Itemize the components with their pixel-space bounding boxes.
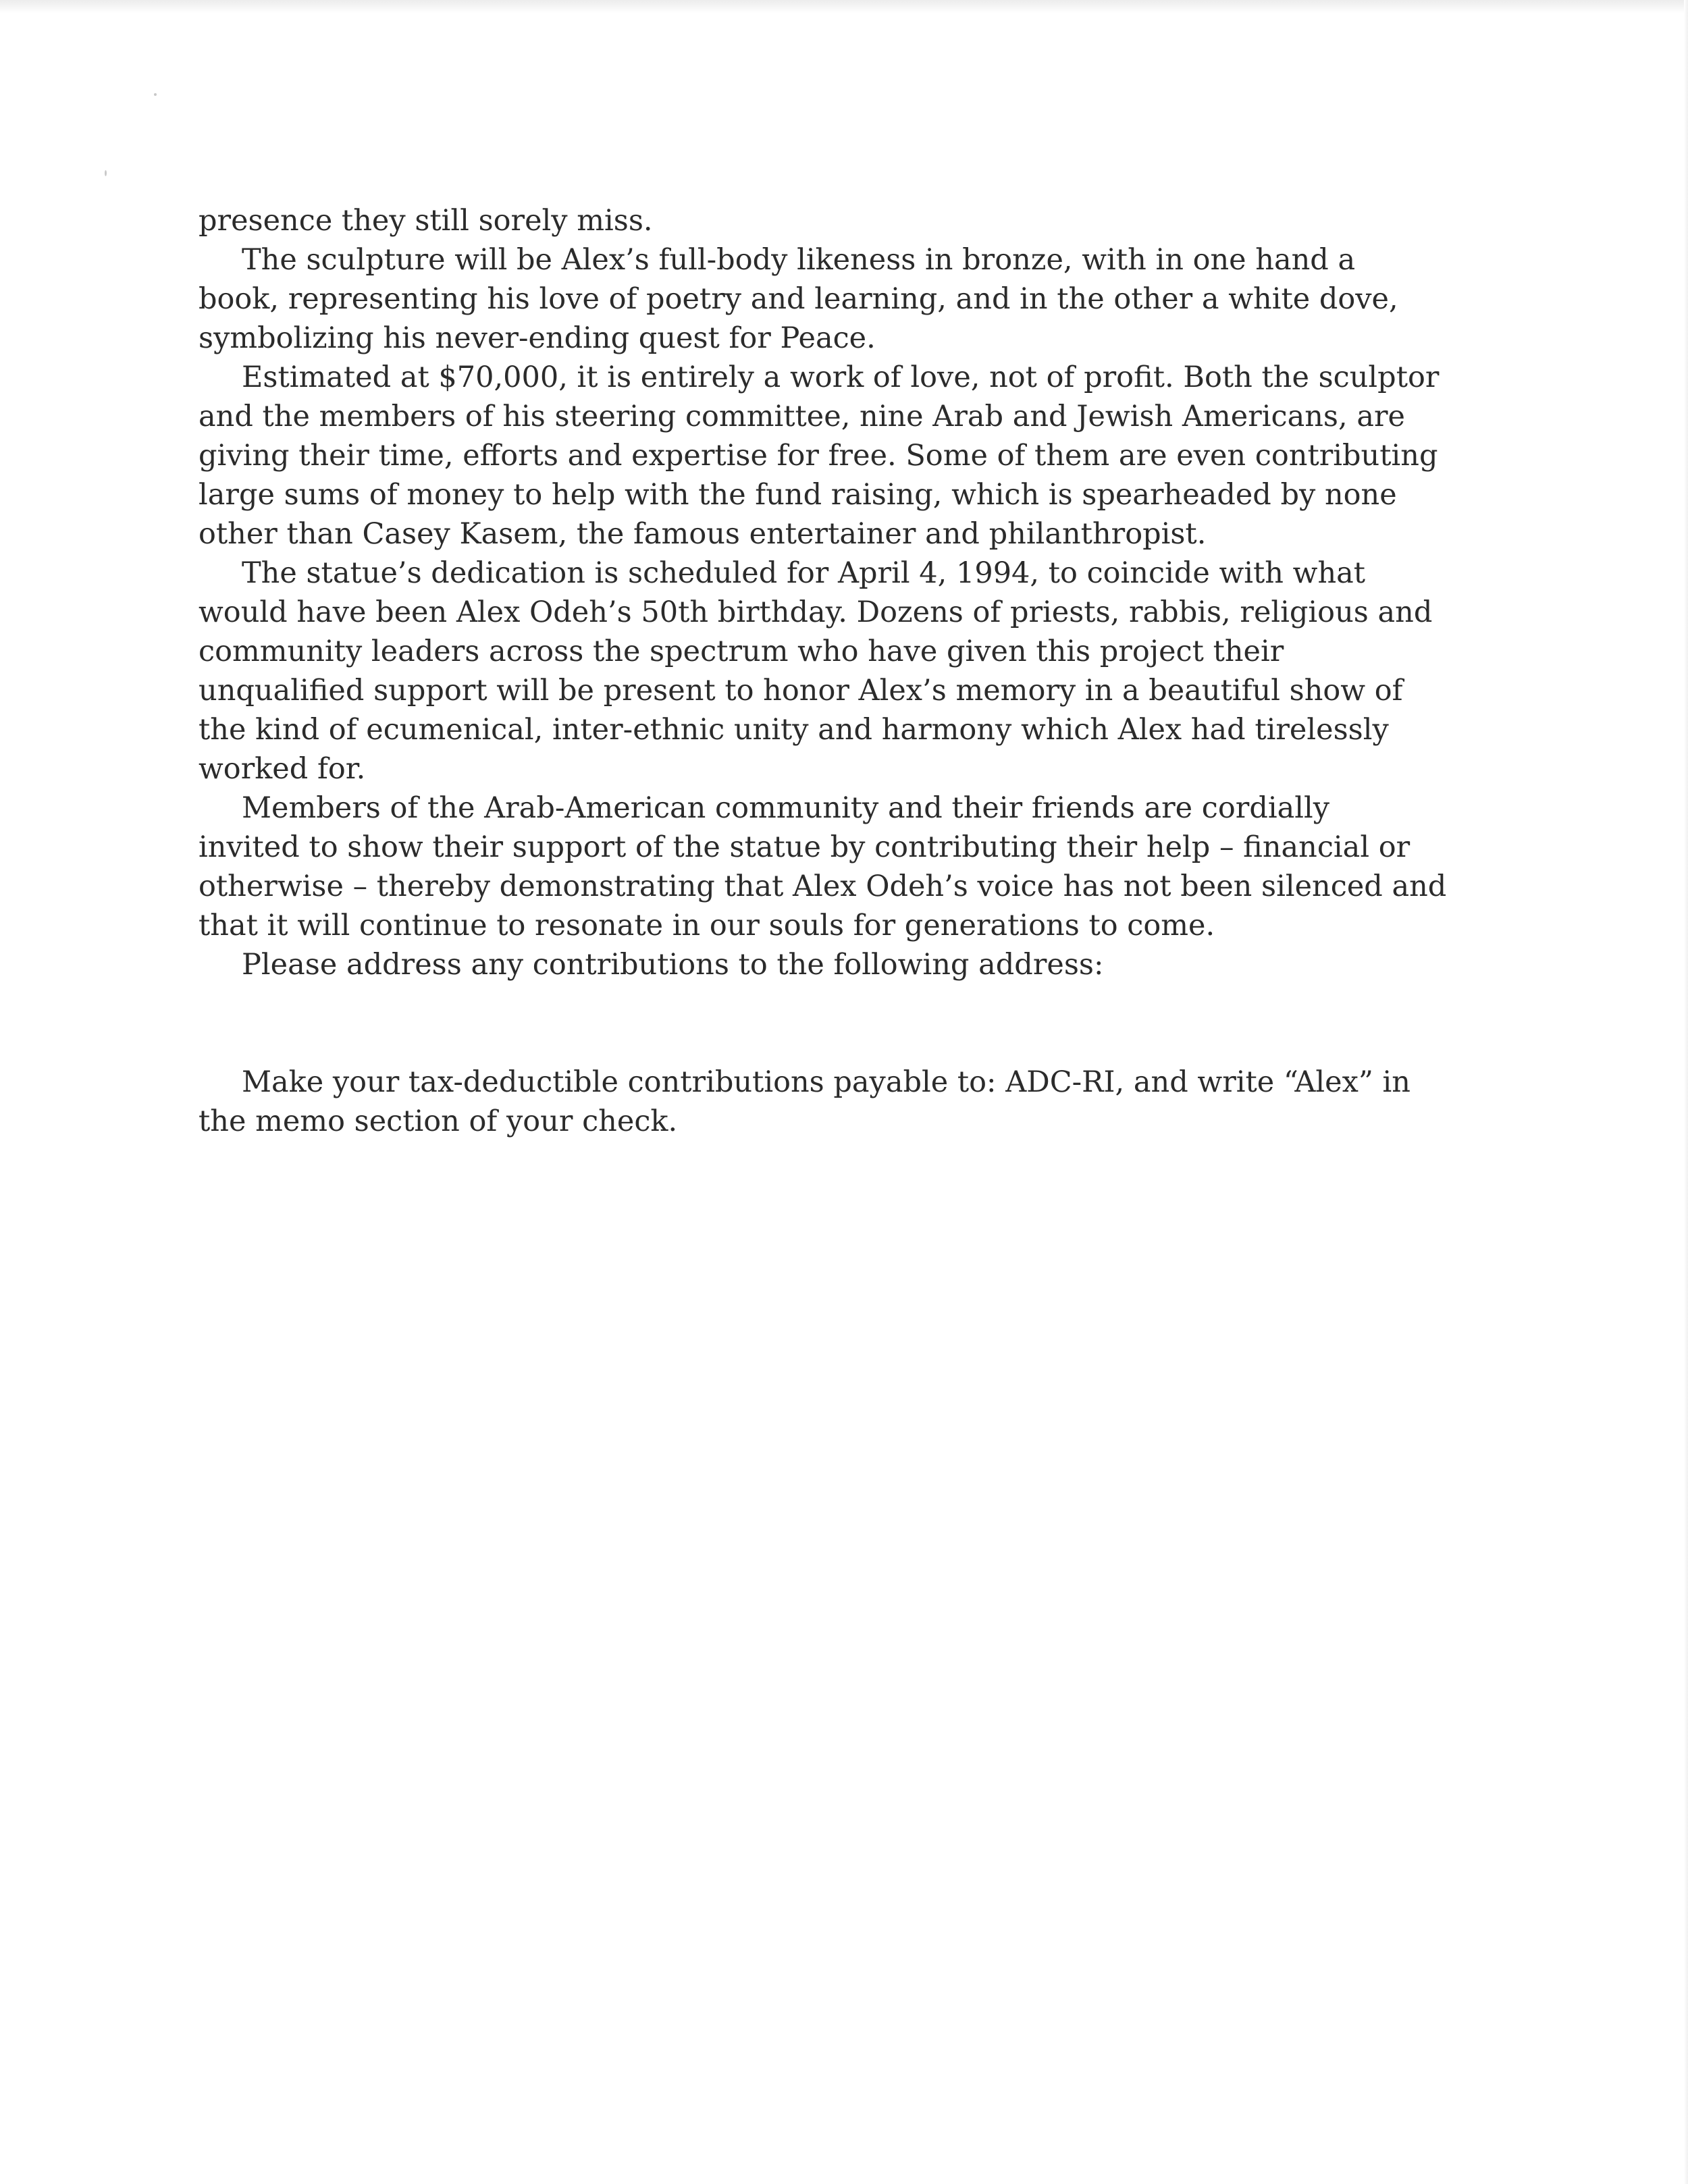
text-line: the memo section of your check. — [199, 1104, 678, 1138]
scan-edge-top — [0, 0, 1688, 14]
text-line: Members of the Arab-American community and their friends are cordially — [242, 791, 1330, 825]
text-line: The sculpture will be Alex’s full-body likeness in bronze, with in one hand a — [242, 243, 1356, 277]
text-line: Estimated at $70,000, it is entirely a work of love, not of profit. Both the sculptor — [242, 361, 1440, 394]
text-line: Please address any contributions to the following address: — [242, 948, 1104, 982]
text-line: the kind of ecumenical, inter-ethnic unity and harmony which Alex had tirelessly — [199, 713, 1389, 747]
text-line: would have been Alex Odeh’s 50th birthday. Dozens of priests, rabbis, religious and — [199, 595, 1433, 629]
text-line: and the members of his steering committee, nine Arab and Jewish Americans, are — [199, 400, 1405, 433]
text-line: giving their time, efforts and expertise for free. Some of them are even contributing — [199, 439, 1438, 473]
text-line: otherwise – thereby demonstrating that Alex Odeh’s voice has not been silenced and — [199, 870, 1447, 903]
text-line: other than Casey Kasem, the famous entertainer and philanthropist. — [199, 517, 1207, 551]
text-line: The statue’s dedication is scheduled for April 4, 1994, to coincide with what — [242, 556, 1366, 590]
address-gap — [199, 984, 1515, 1063]
text-line: that it will continue to resonate in our souls for generations to come. — [199, 909, 1215, 942]
text-line: Make your tax-deductible contributions payable to: ADC-RI, and write “Alex” in — [242, 1065, 1410, 1099]
text-line: large sums of money to help with the fund raising, which is spearheaded by none — [199, 478, 1397, 512]
text-line: community leaders across the spectrum who have given this project their — [199, 635, 1284, 668]
text-line: book, representing his love of poetry and learning, and in the other a white dove, — [199, 282, 1398, 316]
scan-edge-right — [1684, 0, 1688, 2184]
scan-speck — [154, 93, 157, 96]
scan-speck — [105, 170, 107, 176]
text-line: worked for. — [199, 752, 366, 786]
text-line: unqualified support will be present to honor Alex’s memory in a beautiful show of — [199, 674, 1403, 708]
text-line: presence they still sorely miss. — [199, 204, 653, 238]
text-line: invited to show their support of the statue by contributing their help – financial or — [199, 830, 1410, 864]
text-line: symbolizing his never-ending quest for Peace. — [199, 321, 876, 355]
letter-body — [199, 201, 1515, 1141]
